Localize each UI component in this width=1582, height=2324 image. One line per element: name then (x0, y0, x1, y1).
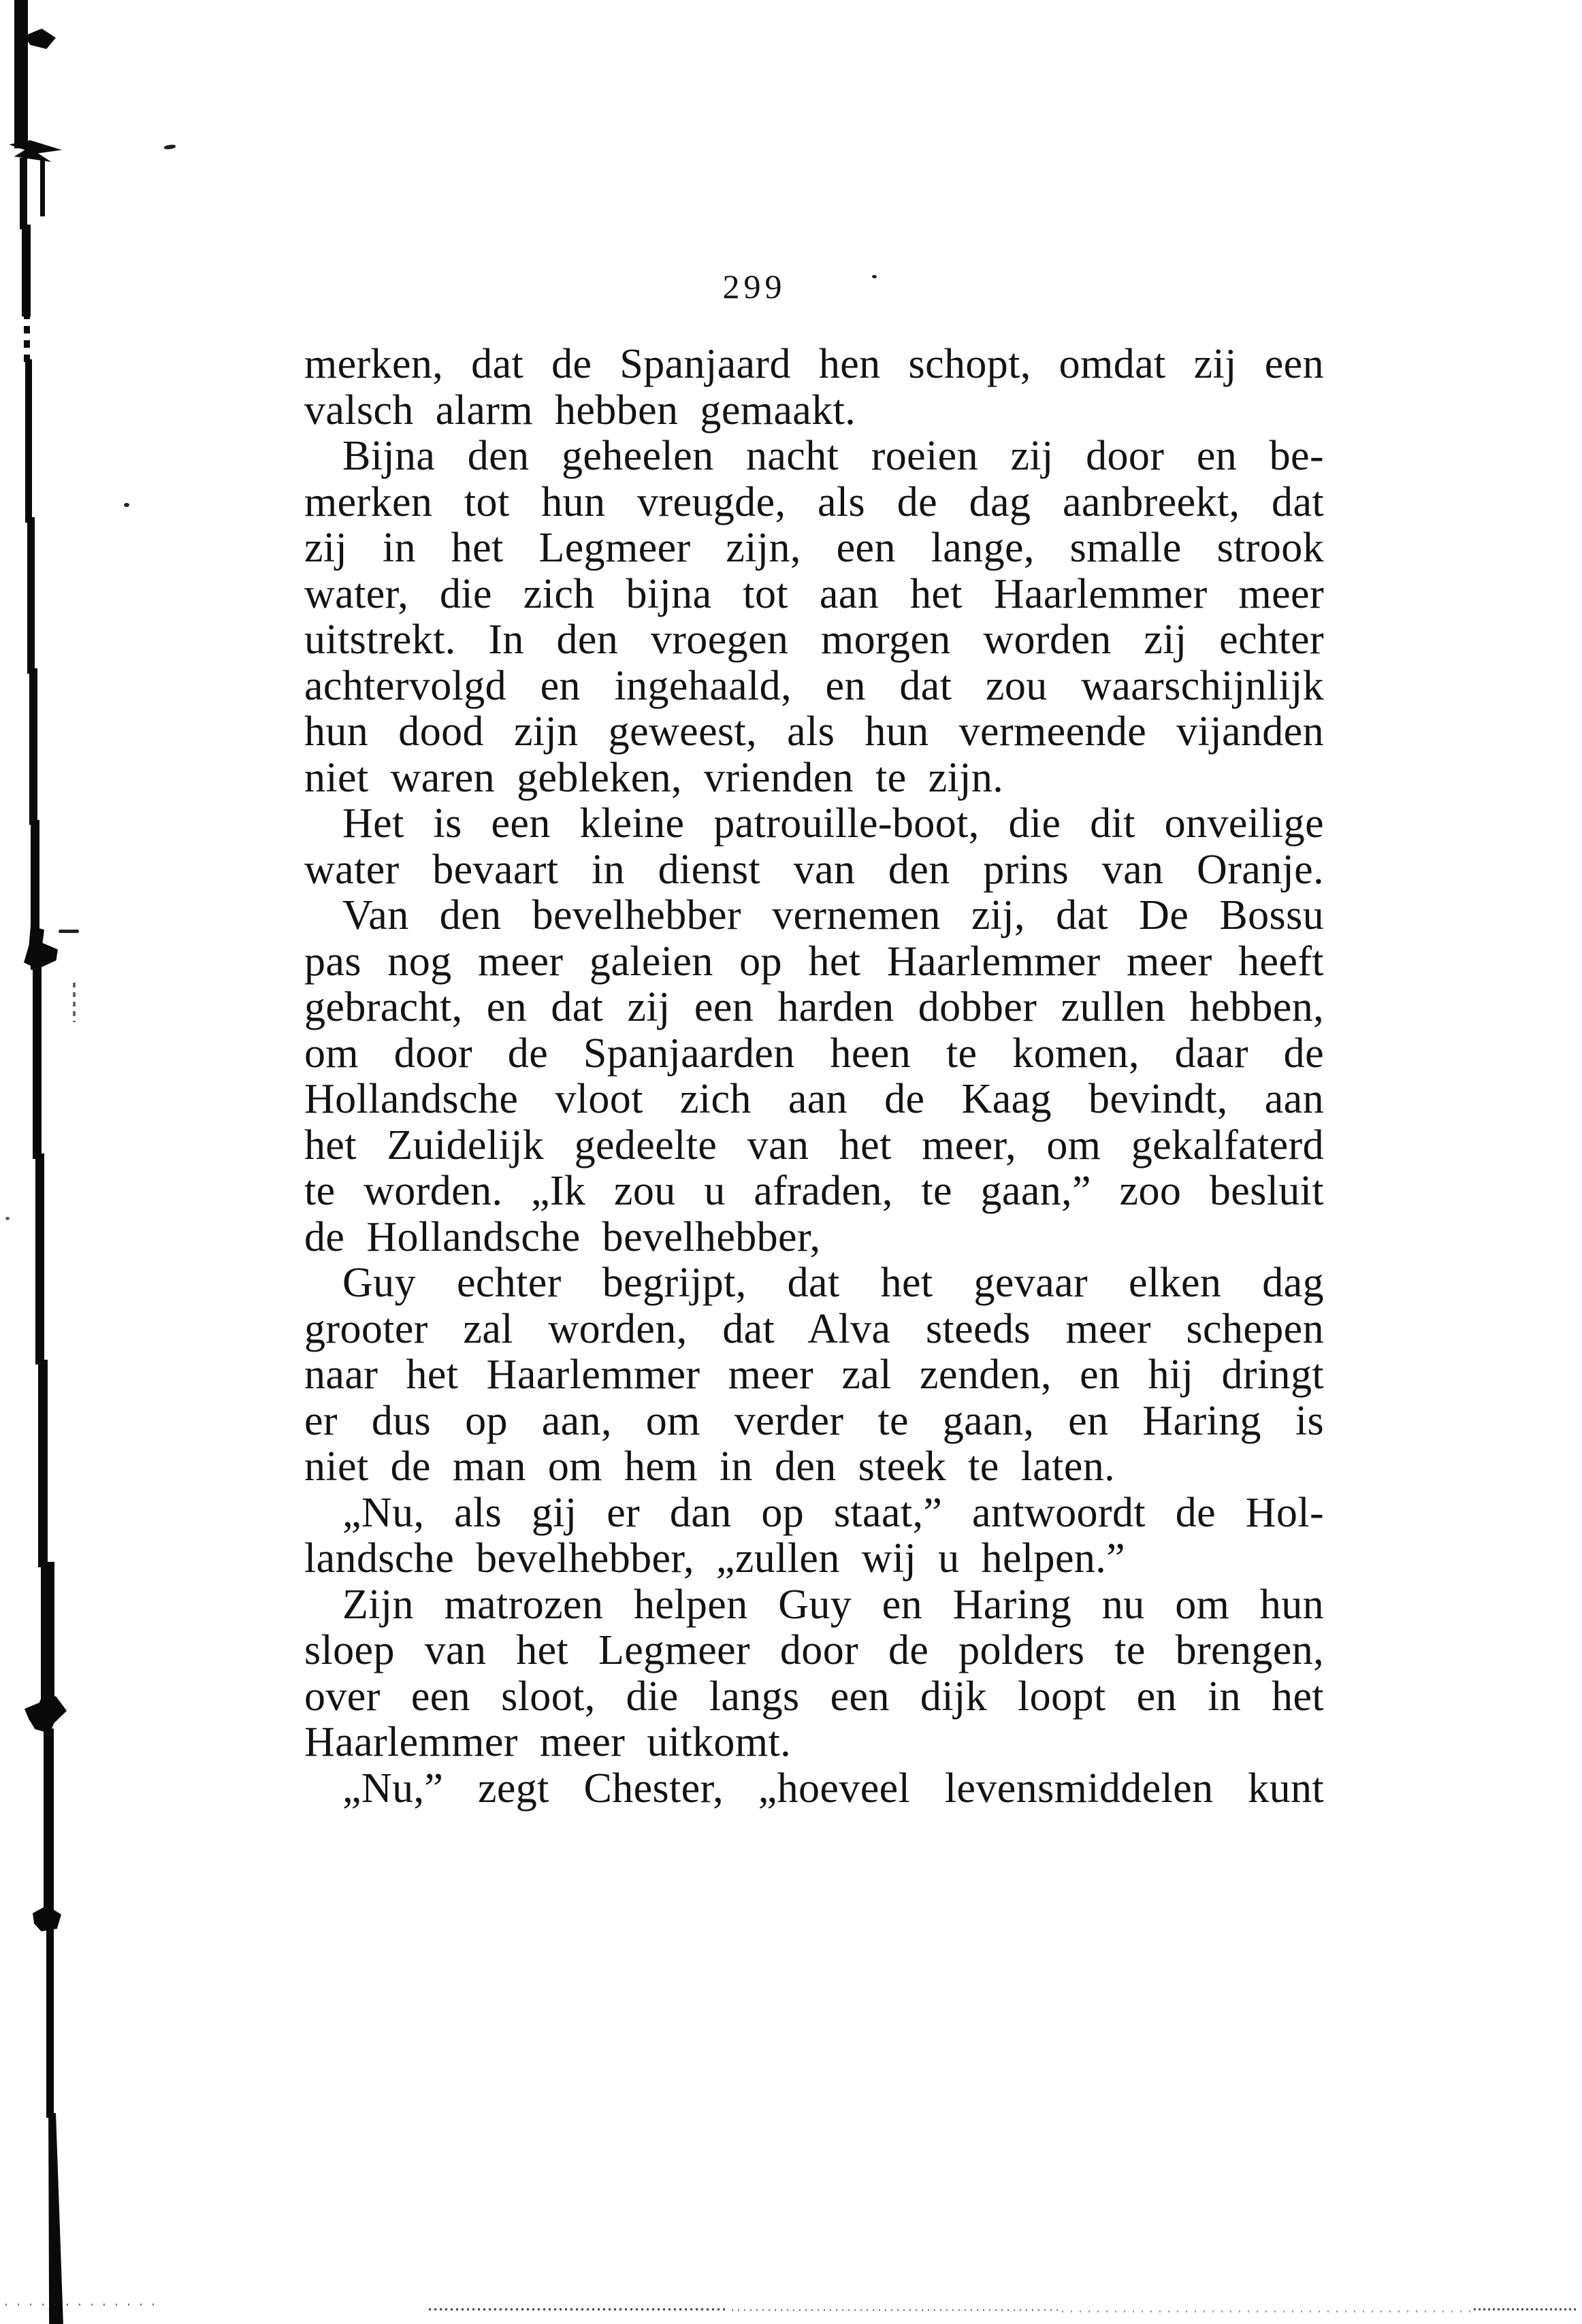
text-line: de Hollandsche bevelhebber, (304, 1214, 821, 1260)
text-line: te worden. „Ik zou u afraden, te gaan,” zoo besluit (304, 1168, 1324, 1214)
binding-blemish (9, 140, 62, 162)
binding-strip (24, 312, 30, 363)
text-line: Het is een kleine patrouille-boot, die dit onveilige (342, 801, 1324, 847)
scan-noise-bottom (1474, 2308, 1576, 2310)
text-line: Zijn matrozen helpen Guy en Haring nu om hun (342, 1582, 1324, 1628)
scan-noise-bottom (1062, 2310, 1470, 2312)
text-line: „Nu,” zegt Chester, „hoeveel levensmiddelen kunt (342, 1765, 1324, 1812)
text-line: Haarlemmer meer uitkomt. (304, 1720, 791, 1765)
text-line: merken, dat de Spanjaard hen schopt, omdat zij een (304, 342, 1324, 387)
text-line: uitstrekt. In den vroegen morgen worden zij echter (304, 617, 1324, 663)
scan-noise-bottom (732, 2309, 1059, 2311)
text-line: om door de Spanjaarden heen te komen, daar de (304, 1030, 1324, 1077)
text-line: Bijna den geheelen nacht roeien zij door en be- (342, 433, 1324, 479)
binding-blemish (24, 926, 58, 969)
text-line: sloep van het Legmeer door de polders te brengen, (304, 1628, 1324, 1673)
scan-noise-bottom (429, 2308, 728, 2310)
text-line: Van den bevelhebber vernemen zij, dat De Bossu (342, 893, 1324, 938)
text-line: water, die zich bijna tot aan het Haarlemmer meer (304, 571, 1324, 617)
text-line: zij in het Legmeer zijn, een lange, smalle strook (304, 525, 1324, 571)
binding-strip (27, 517, 35, 674)
binding-strip (40, 159, 45, 216)
scan-speck (124, 503, 129, 507)
binding-blemish (25, 29, 56, 49)
binding-blemish (25, 1692, 67, 1733)
text-line: naar het Haarlemmer meer zal zenden, en hij dringt (304, 1352, 1324, 1398)
text-line: landsche bevelhebber, „zullen wij u helpen.” (304, 1536, 1126, 1582)
page-number: 299 (722, 267, 786, 306)
text-line: achtervolgd en ingehaald, en dat zou waarschijnlijk (304, 663, 1324, 709)
scan-speck (5, 1217, 10, 1220)
scan-noise-bottom (5, 2304, 162, 2306)
binding-strip (22, 225, 31, 316)
text-line: gebracht, en dat zij een harden dobber zullen hebben, (304, 985, 1324, 1030)
binding-strip (29, 668, 37, 825)
text-line: grooter zal worden, dat Alva steeds meer schepen (304, 1306, 1324, 1352)
text-line: het Zuidelijk gedeelte van het meer, om gekalfaterd (304, 1122, 1324, 1168)
binding-strip (47, 2113, 65, 2324)
text-line: niet waren gebleken, vrienden te zijn. (304, 755, 1004, 801)
text-line: water bevaart in dienst van den prins van Oranje. (304, 847, 1324, 893)
text-block (304, 342, 1324, 1812)
text-line: merken tot hun vreugde, als de dag aanbreekt, dat (304, 479, 1324, 525)
text-line: valsch alarm hebben gemaakt. (304, 387, 856, 433)
binding-strip (20, 158, 27, 229)
binding-strip (35, 1153, 44, 1364)
binding-strip (25, 359, 32, 523)
binding-strip (44, 1729, 54, 1918)
binding-strip (46, 1927, 54, 2118)
text-line: Guy echter begrijpt, dat het gevaar elken dag (342, 1260, 1324, 1306)
text-line: pas nog meer galeien op het Haarlemmer meer heeft (304, 938, 1324, 985)
scan-speck (59, 930, 79, 933)
scan-noise (73, 983, 76, 1022)
scan-speck (164, 144, 176, 150)
text-line: hun dood zijn geweest, als hun vermeende vijanden (304, 709, 1324, 755)
binding-strip (33, 965, 42, 1159)
binding-strip (38, 1360, 48, 1567)
binding-strip (14, 0, 28, 148)
text-line: Hollandsche vloot zich aan de Kaag bevindt, aan (304, 1077, 1324, 1122)
binding-strip (41, 1562, 54, 1708)
text-line: „Nu, als gij er dan op staat,” antwoordt de Hol- (342, 1490, 1324, 1536)
text-line: over een sloot, die langs een dijk loopt en in het (304, 1673, 1324, 1720)
text-line: er dus op aan, om verder te gaan, en Haring is (304, 1398, 1324, 1444)
text-line: niet de man om hem in den steek te laten. (304, 1444, 1116, 1490)
